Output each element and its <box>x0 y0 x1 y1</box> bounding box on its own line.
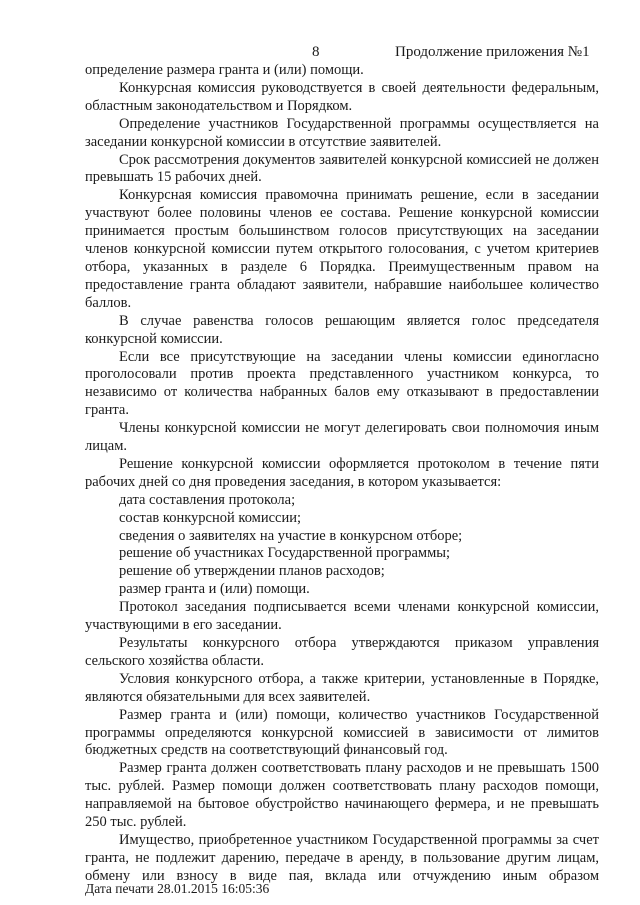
paragraph: Размер гранта и (или) помощи, количество участников Государственной программы определяются конкурсной комиссией в зависимости от лимитов бюджетных средств на соответствующий финансовый год. <box>85 706 599 759</box>
list-item: решение об участниках Государственной программы; <box>119 545 451 562</box>
paragraph: Имущество, приобретенное участником Государственной программы за счет гранта, не подлежит дарению, передаче в аренду, в пользование другим лицам, обмену или взносу в виде пая, вклада или отчуждению иным образом <box>85 831 599 884</box>
paragraph: Размер гранта должен соответствовать плану расходов и не превышать 1500 тыс. рублей. Размер помощи должен соответствовать плану расходов помощи, направляемой на бытовое обустройство начинающего фермера, и не превышать 250 тыс. рублей. <box>85 760 599 831</box>
paragraph: Решение конкурсной комиссии оформляется протоколом в течение пяти рабочих дней со дня проведения заседания, в котором указывается: <box>85 455 599 490</box>
page-number: 8 <box>312 44 320 60</box>
paragraph: Условия конкурсного отбора, а также критерии, установленные в Порядке, являются обязательными для всех заявителей. <box>85 670 599 705</box>
paragraph: Срок рассмотрения документов заявителей конкурсной комиссией не должен превышать 15 рабочих дней. <box>85 151 599 186</box>
paragraph: Конкурсная комиссия правомочна принимать решение, если в заседании участвуют более половины членов ее состава. Решение конкурсной комиссии принимается простым большинством голосов присутствующих на заседании членов конкурсной комиссии путем открытого голосования, с учетом критериев отбора, указанных в разделе 6 Порядка. Преимущественным правом на предоставление гранта обладают заявители, набравшие наибольшее количество баллов. <box>85 187 599 311</box>
paragraph: В случае равенства голосов решающим является голос председателя конкурсной комиссии. <box>85 312 599 347</box>
paragraph: Члены конкурсной комиссии не могут делегировать свои полномочия иным лицам. <box>85 420 599 455</box>
page-header <box>0 42 640 62</box>
paragraph: Результаты конкурсного отбора утверждаются приказом управления сельского хозяйства области. <box>85 635 599 669</box>
list-item: размер гранта и (или) помощи. <box>119 581 310 598</box>
appendix-continuation-note: Продолжение приложения №1 <box>395 44 590 60</box>
paragraph: Протокол заседания подписывается всеми членами конкурсной комиссии, участвующими в его заседании. <box>85 599 599 634</box>
paragraph: Определение участников Государственной программы осуществляется на заседании конкурсной комиссии в отсутствие заявителей. <box>85 115 599 150</box>
paragraph: определение размера гранта и (или) помощи. <box>85 62 364 78</box>
print-date-footer: Дата печати 28.01.2015 16:05:36 <box>85 881 270 896</box>
list-item: дата составления протокола; <box>119 491 296 508</box>
paragraph: Если все присутствующие на заседании члены комиссии единогласно проголосовали против проекта представленного участником конкурса, то независимо от количества набранных балов ему отказывают в предоставлении гранта. <box>85 348 599 419</box>
list-item: состав конкурсной комиссии; <box>119 509 302 526</box>
paragraph: Конкурсная комиссия руководствуется в своей деятельности федеральным, областным законодательством и Порядком. <box>85 79 599 114</box>
list-item: сведения о заявителях на участие в конкурсном отборе; <box>119 527 463 544</box>
document-body <box>85 62 599 886</box>
list-item: решение об утверждении планов расходов; <box>119 563 385 580</box>
